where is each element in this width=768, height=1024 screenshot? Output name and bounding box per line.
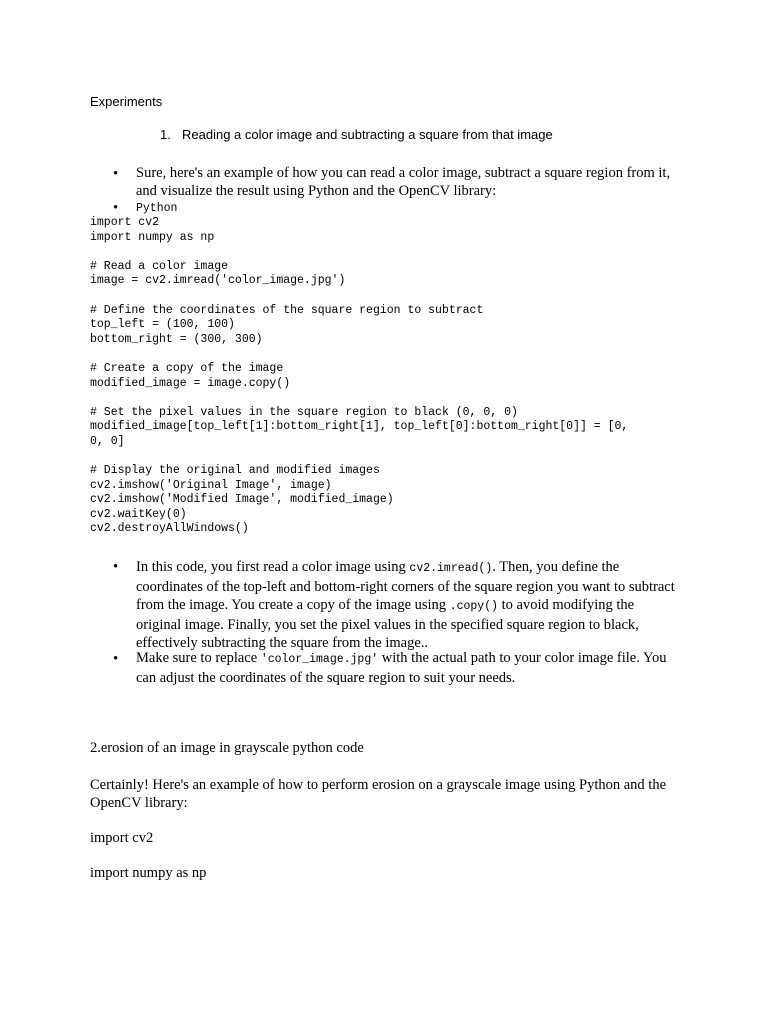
text-span: In this code, you first read a color image using: [136, 559, 410, 575]
text-span: to avoid modifying the original image. Finally, you set the pixel values in the specified square region to black, effectively subtracting the square from the image..: [136, 597, 639, 651]
inline-code: 'color_image.jpg': [260, 653, 379, 666]
bullet-icon: •: [113, 200, 119, 216]
inline-code: cv2.imread(): [409, 562, 493, 575]
inline-code: .copy(): [449, 600, 498, 613]
item-text: Reading a color image and subtracting a square from that image: [182, 127, 553, 142]
bullet-icon: •: [113, 651, 119, 667]
text-span: Make sure to replace: [136, 650, 261, 666]
explanation-paragraph-1: [136, 558, 681, 652]
page-heading: Experiments: [90, 94, 163, 109]
code-block: import cv2 import numpy as np # Read a color image image = cv2.imread('color_image.jpg') # Define the coordinates of the square region to subtract top_left = (100, 100) bottom_right = (300, 300) # Create a copy of the image modified_image = image.copy() # Set the pixel values in the square region to black (0, 0, 0) modified_image[top_left[1]:bottom_right[1], top_left[0]:bottom_right[0]] = [0, 0, 0] # Display the original and modified images cv2.imshow('Original Image', image) cv2.imshow('Modified Image', modified_image) cv2.waitKey(0) cv2.destroyAllWindows(): [90, 216, 629, 536]
explanation-paragraph-2: [136, 649, 681, 687]
bullet-icon: •: [113, 559, 119, 575]
section-2-code-line: import cv2: [90, 830, 154, 846]
item-number: 1.: [160, 127, 171, 142]
text-span: with the actual path to your color image file. You can adjust the coordinates of the square region to suit your needs.: [136, 650, 667, 686]
text-span: . Then, you define the coordinates of the top-left and bottom-right corners of the square region you want to subtract from the image. You create a copy of the image using: [136, 559, 675, 613]
bullet-icon: •: [113, 166, 119, 182]
intro-paragraph: Sure, here's an example of how you can read a color image, subtract a square region from it, and visualize the result using Python and the OpenCV library:: [136, 165, 671, 199]
numbered-item-1: [160, 127, 553, 142]
section-2-paragraph: Certainly! Here's an example of how to perform erosion on a grayscale image using Python and the OpenCV library:: [90, 777, 666, 811]
language-label: Python: [136, 202, 178, 215]
section-2-title: 2.erosion of an image in grayscale python code: [90, 740, 364, 756]
section-2-code-line: import numpy as np: [90, 865, 207, 881]
